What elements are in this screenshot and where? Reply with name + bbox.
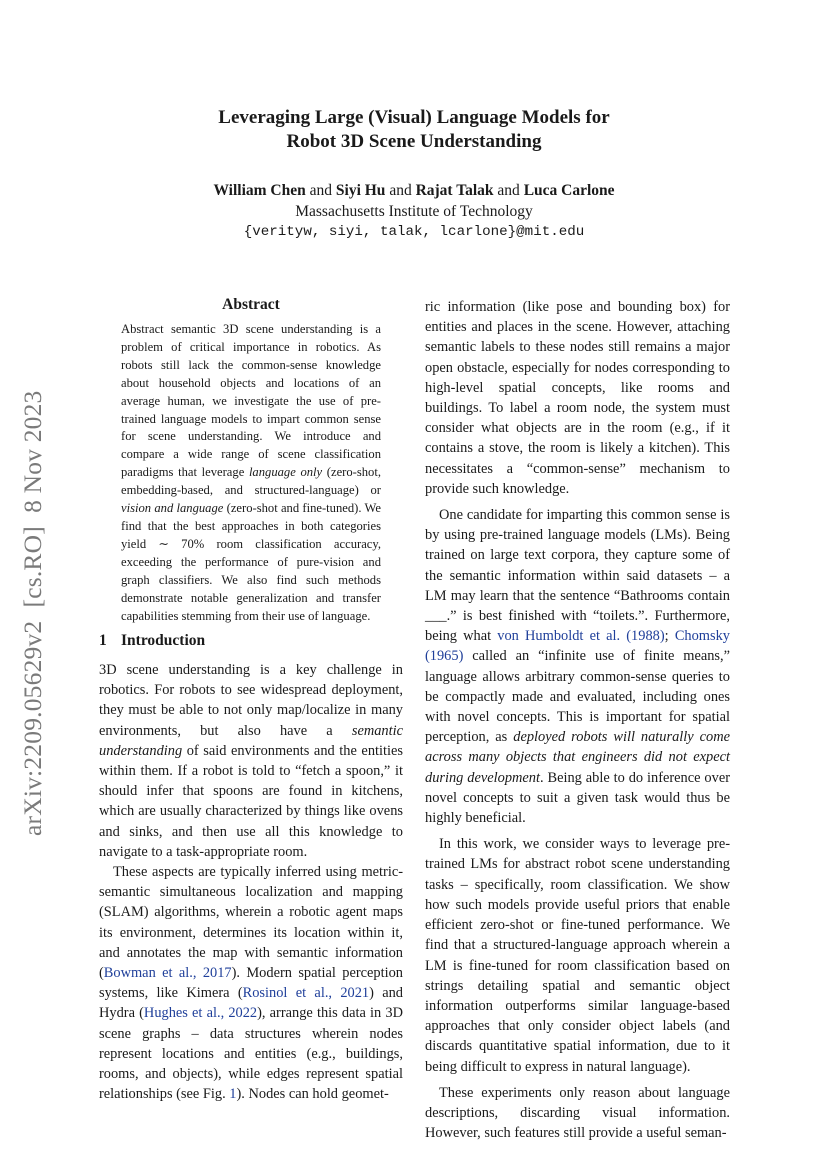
section-heading-introduction bbox=[99, 632, 205, 650]
author-name: Rajat Talak bbox=[415, 182, 494, 199]
author-list bbox=[0, 181, 828, 201]
body-text-run: These aspects are typically inferred using metric-semantic simultaneous localization and mapping (SLAM) algorithms, wherein a robotic agent maps its environment, determines its location within it, and annotates the map with semantic information ( bbox=[99, 864, 403, 982]
body-text-run: ). Nodes can hold geomet- bbox=[236, 1086, 389, 1103]
right-column-body bbox=[425, 297, 730, 1143]
body-paragraph: ric information (like pose and bounding box) for entities and places in the scene. However, attaching semantic labels to these nodes still remains a major open obstacle, especially for nodes corresponding to high-level spatial concepts, like rooms and buildings. To label a room node, the system must consider what objects are in the room (e.g., if it contains a stove, the room is likely a kitchen). This necessitates a “common-sense” mechanism to provide such knowledge. bbox=[425, 299, 730, 497]
body-text-run: One candidate for imparting this common sense is by using pre-trained language models (LMs). Being trained on large text corpora, they capture some of the semantic information within said datasets – a LM may learn that the sentence “Bathrooms contain ___.” is best finished with “toilets.”. Furthermore, being what bbox=[425, 507, 730, 645]
citation-link[interactable]: von Humboldt et al. (1988) bbox=[497, 628, 665, 645]
paper-title bbox=[0, 106, 828, 154]
paper-title-line-2: Robot 3D Scene Understanding bbox=[286, 131, 542, 152]
body-paragraph bbox=[99, 660, 403, 862]
section-title: Introduction bbox=[121, 632, 206, 649]
arxiv-identifier-stamp: arXiv:2209.05629v2 [cs.RO] 8 Nov 2023 bbox=[18, 390, 47, 836]
body-paragraph: In this work, we consider ways to leverage pre-trained LMs for abstract robot scene understanding tasks – specifically, room classification. We show how such models provide useful priors that enable efficient zero-shot or fine-tuned performance. We find that a structured-language approach wherein a LM is fine-tuned for room classification based on strings detailing spatial and semantic object information outperforms similar language-based approaches that only consider object labels (and discards quantitative spatial information, due to it being difficult to express in natural language). bbox=[425, 836, 730, 1075]
body-paragraph: These experiments only reason about language descriptions, discarding visual information. However, such features still provide a useful seman- bbox=[425, 1084, 730, 1142]
body-text-run: of said environments and the entities within them. If a robot is told to “fetch a spoon,” it should infer that spoons are found in kitchens, which are usually characterized by things like ovens and sinks, and then use all this knowledge to navigate to a task-appropriate room. bbox=[99, 742, 403, 860]
author-affiliation: Massachusetts Institute of Technology bbox=[295, 203, 533, 220]
abstract-text-run: Abstract semantic 3D scene understanding is a problem of critical importance in robotics. As robots still lack the common-sense knowledge about household objects and locations of an average human, we investigate the use of pre-trained language models to impart common sense for scene understanding. We introduce and compare a wide range of scene classification paradigms that leverage bbox=[121, 322, 381, 480]
body-emphasis: semantic understanding bbox=[99, 722, 403, 759]
body-text-run: ) and Hydra ( bbox=[99, 985, 403, 1022]
body-paragraph bbox=[425, 505, 730, 828]
citation-link[interactable]: Hughes et al., 2022 bbox=[143, 1005, 258, 1022]
body-emphasis: deployed robots will naturally come across many objects that engineers did not expect during development bbox=[425, 729, 730, 786]
paper-title-line-1: Leveraging Large (Visual) Language Models for bbox=[218, 107, 610, 128]
body-text-run: 3D scene understanding is a key challenge in robotics. For robots to see widespread deployment, they must be able to not only map/localize in many environments, but also have a bbox=[99, 662, 403, 739]
body-text-run: . Being able to do inference over novel concepts to suit a given task would thus be highly beneficial. bbox=[425, 769, 730, 827]
author-name: Luca Carlone bbox=[523, 182, 615, 199]
citation-link[interactable]: Bowman et al., 2017 bbox=[103, 965, 232, 982]
citation-link[interactable]: Chomsky (1965) bbox=[425, 628, 730, 665]
body-paragraph bbox=[99, 862, 403, 1104]
author-name: Siyi Hu bbox=[335, 182, 386, 199]
citation-link[interactable]: Rosinol et al., 2021 bbox=[242, 985, 370, 1002]
abstract-emphasis: vision and language bbox=[121, 501, 224, 516]
author-separator: and bbox=[305, 182, 336, 199]
body-text-run: ). Modern spatial perception systems, like Kimera ( bbox=[99, 965, 403, 1002]
body-text-run: called an “infinite use of finite means,” language allows arbitrary common-sense queries to be compactly made and evaluated, including ones with novel concepts. This is important for spatial perception, as bbox=[425, 648, 730, 746]
figure-reference-link[interactable]: 1 bbox=[229, 1086, 237, 1103]
abstract-emphasis: language only bbox=[248, 465, 323, 480]
author-email: {verityw, siyi, talak, lcarlone}@mit.edu bbox=[243, 224, 585, 240]
author-name: William Chen bbox=[213, 182, 306, 199]
abstract-text-run: (zero-shot, embedding-based, and structured-language) or bbox=[121, 465, 381, 498]
abstract-text bbox=[121, 321, 381, 625]
abstract-paragraph bbox=[121, 321, 381, 625]
abstract-text-run: (zero-shot and fine-tuned). We find that the best approaches in both categories yield ∼ 70% room classification accuracy, exceeding the performance of pure-vision and graph classifiers. We also find such methods demonstrate notable generalization and transfer capabilities stemming from their use of language. bbox=[121, 501, 381, 623]
abstract-heading: Abstract bbox=[222, 296, 280, 313]
body-text-run: ), arrange this data in 3D scene graphs – data structures wherein nodes represent locations and entities (e.g., buildings, rooms, and objects), while edges represent spatial relationships (see Fig. bbox=[99, 1005, 403, 1103]
section-number: 1 bbox=[99, 632, 107, 649]
author-separator: and bbox=[385, 182, 416, 199]
body-text-run: ; bbox=[664, 628, 675, 645]
left-column-body bbox=[99, 660, 403, 1104]
author-separator: and bbox=[493, 182, 524, 199]
